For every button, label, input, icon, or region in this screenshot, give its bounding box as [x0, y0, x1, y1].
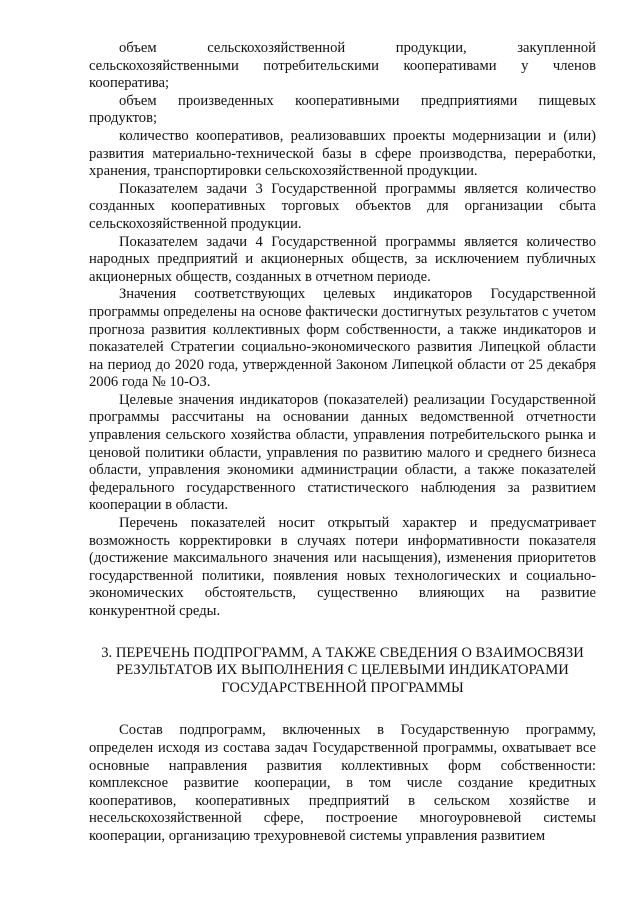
paragraph-task-4-indicator: Показателем задачи 4 Государственной программы является количество народных предприятий и акционерных обществ, за исключением публичных акционерных обществ, созданных в отчетном периоде. [89, 233, 596, 285]
document-page [89, 40, 596, 846]
paragraph-task-3-indicator: Показателем задачи 3 Государственной программы является количество созданных кооперативных торговых объектов для организации сбыта сельскохозяйственной продукции. [89, 180, 596, 232]
paragraph-indicator-procurement: объем сельскохозяйственной продукции, закупленной сельскохозяйственными потребительскими кооперативами у членов кооператива; [89, 40, 596, 92]
paragraph-indicator-list-open: Перечень показателей носит открытый характер и предусматривает возможность корректировки в случаях потери информативности показателя (достижение максимального значения или насыщения), изменения приоритетов государственной политики, появления новых технологических и социально-экономических обстоятельств, существенно влияющих на развитие конкурентной среды. [89, 515, 596, 619]
paragraph-indicator-modernization: количество кооперативов, реализовавших проекты модернизации и (или) развития материально-технической базы в сфере производства, переработки, хранения, транспортировки сельскохозяйственной продукции. [89, 127, 596, 180]
paragraph-target-values-sources: Целевые значения индикаторов (показателей) реализации Государственной программы рассчитаны на основании данных ведомственной отчетности управления сельского хозяйства области, управления потребительского рынка и ценовой политики области, управления по развитию малого и среднего бизнеса области, управления экономики администрации области, а также показателей федерального государственного статистического наблюдения за развитием кооперации в области. [89, 391, 596, 514]
section-heading: 3. ПЕРЕЧЕНЬ ПОДПРОГРАММ, А ТАКЖЕ СВЕДЕНИЯ О ВЗАИМОСВЯЗИ РЕЗУЛЬТАТОВ ИХ ВЫПОЛНЕНИЯ С ЦЕЛЕВЫМИ ИНДИКАТОРАМИ ГОСУДАРСТВЕННОЙ ПРОГРАММЫ [101, 644, 584, 696]
paragraph-subprograms-composition: Состав подпрограмм, включенных в Государственную программу, определен исходя из состава задач Государственной программы, охватывает все основные направления развития коллективных форм собственности: комплексное развитие кооперации, в том числе создание кредитных кооперативов, кооперативных предприятий в сельском хозяйстве и несельскохозяйственной сфере, построение многоуровневой системы кооперации, организацию трехуровневой системы управления развитием [89, 722, 596, 844]
paragraph-indicator-food-products: объем произведенных кооперативными предприятиями пищевых продуктов; [89, 92, 596, 127]
paragraph-target-values-basis: Значения соответствующих целевых индикаторов Государственной программы определены на основе фактически достигнутых результатов с учетом прогноза развития коллективных форм собственности, а также индикаторов и показателей Стратегии социально-экономического развития Липецкой области на период до 2020 года, утвержденной Законом Липецкой области от 25 декабря 2006 года № 10-ОЗ. [89, 286, 596, 391]
